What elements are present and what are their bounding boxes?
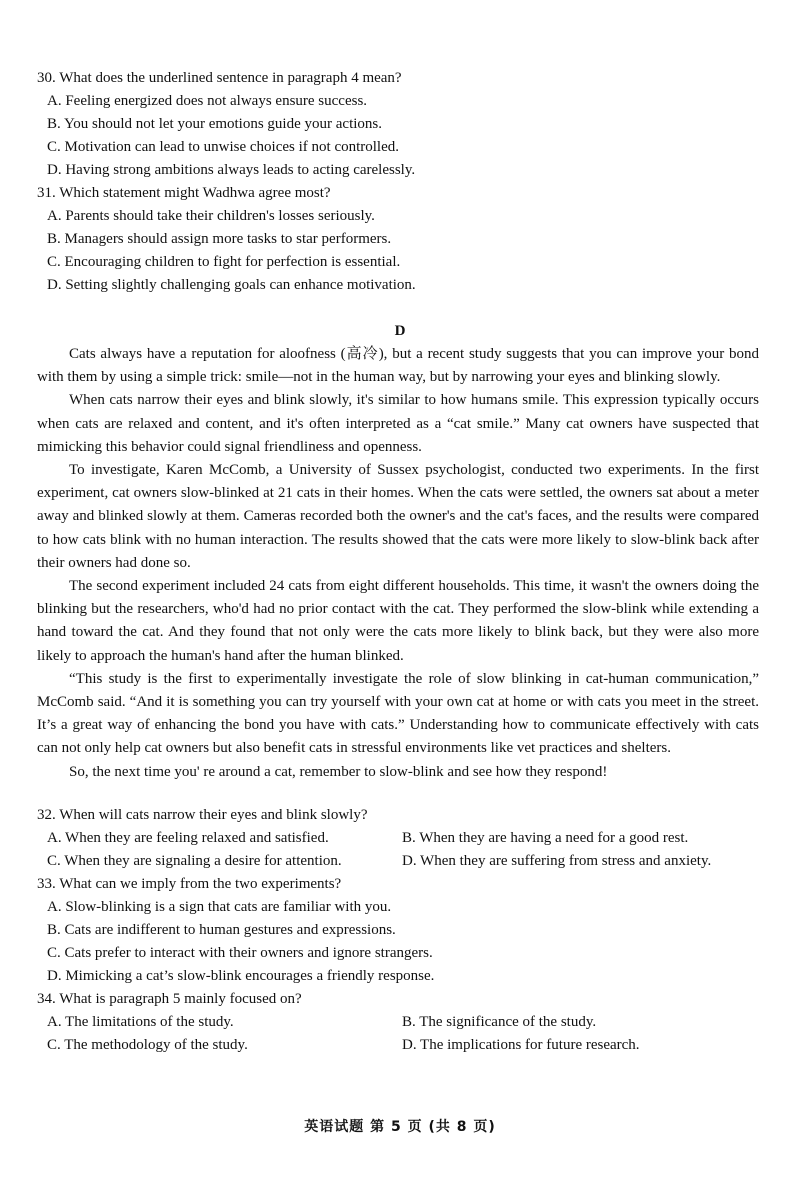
option-c: C. Motivation can lead to unwise choices if not controlled. (47, 139, 400, 155)
option-b: B. You should not let your emotions guide your actions. (47, 116, 382, 132)
questions-30-31 (37, 67, 767, 297)
question-33 (37, 873, 767, 988)
passage-paragraph-3: To investigate, Karen McComb, a University of Sussex psychologist, conducted two experiments. In the first experiment, cat owners slow-blinked at 21 cats in their homes. When the cats were settled, the owners sat about a meter away and blinked slowly at them. Cameras recorded both the owner's and the cat's faces, and the results were compared to how cats blink with no human interaction. The results showed that the cats were more likely to slow-blink back after their owners had done so. (37, 462, 759, 571)
question-stem: 31. Which statement might Wadhwa agree most? (37, 185, 331, 201)
option-b: B. The significance of the study. (402, 1014, 597, 1030)
passage-paragraph-2: When cats narrow their eyes and blink slowly, it's similar to how humans smile. This expression typically occurs when cats are relaxed and content, and it's often interpreted as a “cat smile.” Many cat owners have suspected that mimicking this behavior could signal friendliness and openness. (37, 392, 759, 455)
passage-paragraph-4: The second experiment included 24 cats from eight different households. This time, it wasn't the owners doing the blinking but the researchers, who'd had no prior contact with the cat. They performed the slow-blink while extending a hand toward the cat. And they found that not only were the cats more likely to blink back, but they were also more likely to approach the human's hand after the human blinked. (37, 578, 759, 664)
option-a: A. Slow-blinking is a sign that cats are familiar with you. (47, 899, 392, 915)
option-d: D. Mimicking a cat’s slow-blink encourages a friendly response. (47, 968, 435, 984)
option-d: D. Setting slightly challenging goals can enhance motivation. (47, 277, 416, 293)
question-stem: 34. What is paragraph 5 mainly focused on? (37, 991, 302, 1007)
option-d: D. The implications for future research. (402, 1037, 640, 1053)
option-b: B. When they are having a need for a good rest. (402, 830, 689, 846)
reading-passage (37, 343, 759, 784)
questions-32-34 (37, 804, 767, 1057)
page-footer: 英语试题 第 5 页 (共 8 页) (304, 1119, 496, 1135)
section-title: D (394, 323, 406, 339)
option-c: C. When they are signaling a desire for attention. (47, 853, 342, 869)
option-a: A. Parents should take their children's losses seriously. (47, 208, 375, 224)
question-stem: 32. When will cats narrow their eyes and blink slowly? (37, 807, 368, 823)
option-d: D. When they are suffering from stress and anxiety. (402, 853, 712, 869)
option-a: A. The limitations of the study. (47, 1014, 234, 1030)
option-a: A. Feeling energized does not always ensure success. (47, 93, 368, 109)
question-stem: 33. What can we imply from the two experiments? (37, 876, 342, 892)
option-c: C. The methodology of the study. (47, 1037, 248, 1053)
option-a: A. When they are feeling relaxed and satisfied. (47, 830, 329, 846)
question-31 (37, 182, 767, 297)
option-d: D. Having strong ambitions always leads to acting carelessly. (47, 162, 416, 178)
option-b: B. Cats are indifferent to human gestures and expressions. (47, 922, 396, 938)
question-30 (37, 67, 767, 182)
option-c: C. Cats prefer to interact with their owners and ignore strangers. (47, 945, 433, 961)
question-32 (37, 804, 767, 873)
option-c: C. Encouraging children to fight for perfection is essential. (47, 254, 401, 270)
question-34 (37, 988, 767, 1057)
passage-paragraph-1: Cats always have a reputation for aloofness (高冷), but a recent study suggests that you can improve your bond with them by using a simple trick: smile—not in the human way, but by narrowing your eyes and blinking slowly. (37, 346, 759, 386)
question-stem: 30. What does the underlined sentence in paragraph 4 mean? (37, 70, 402, 86)
option-b: B. Managers should assign more tasks to star performers. (47, 231, 392, 247)
passage-paragraph-6: So, the next time you' re around a cat, remember to slow-blink and see how they respond! (69, 763, 608, 780)
passage-paragraph-5: “This study is the first to experimentally investigate the role of slow blinking in cat-human communication,” McComb said. “And it is something you can try yourself with your own cat at home or with cats you meet in the street. It’s a great way of enhancing the bond you have with cats.” Understanding how to communicate effectively with cats can not only help cat owners but also benefit cats in stressful environments like vet practices and shelters. (37, 670, 759, 757)
